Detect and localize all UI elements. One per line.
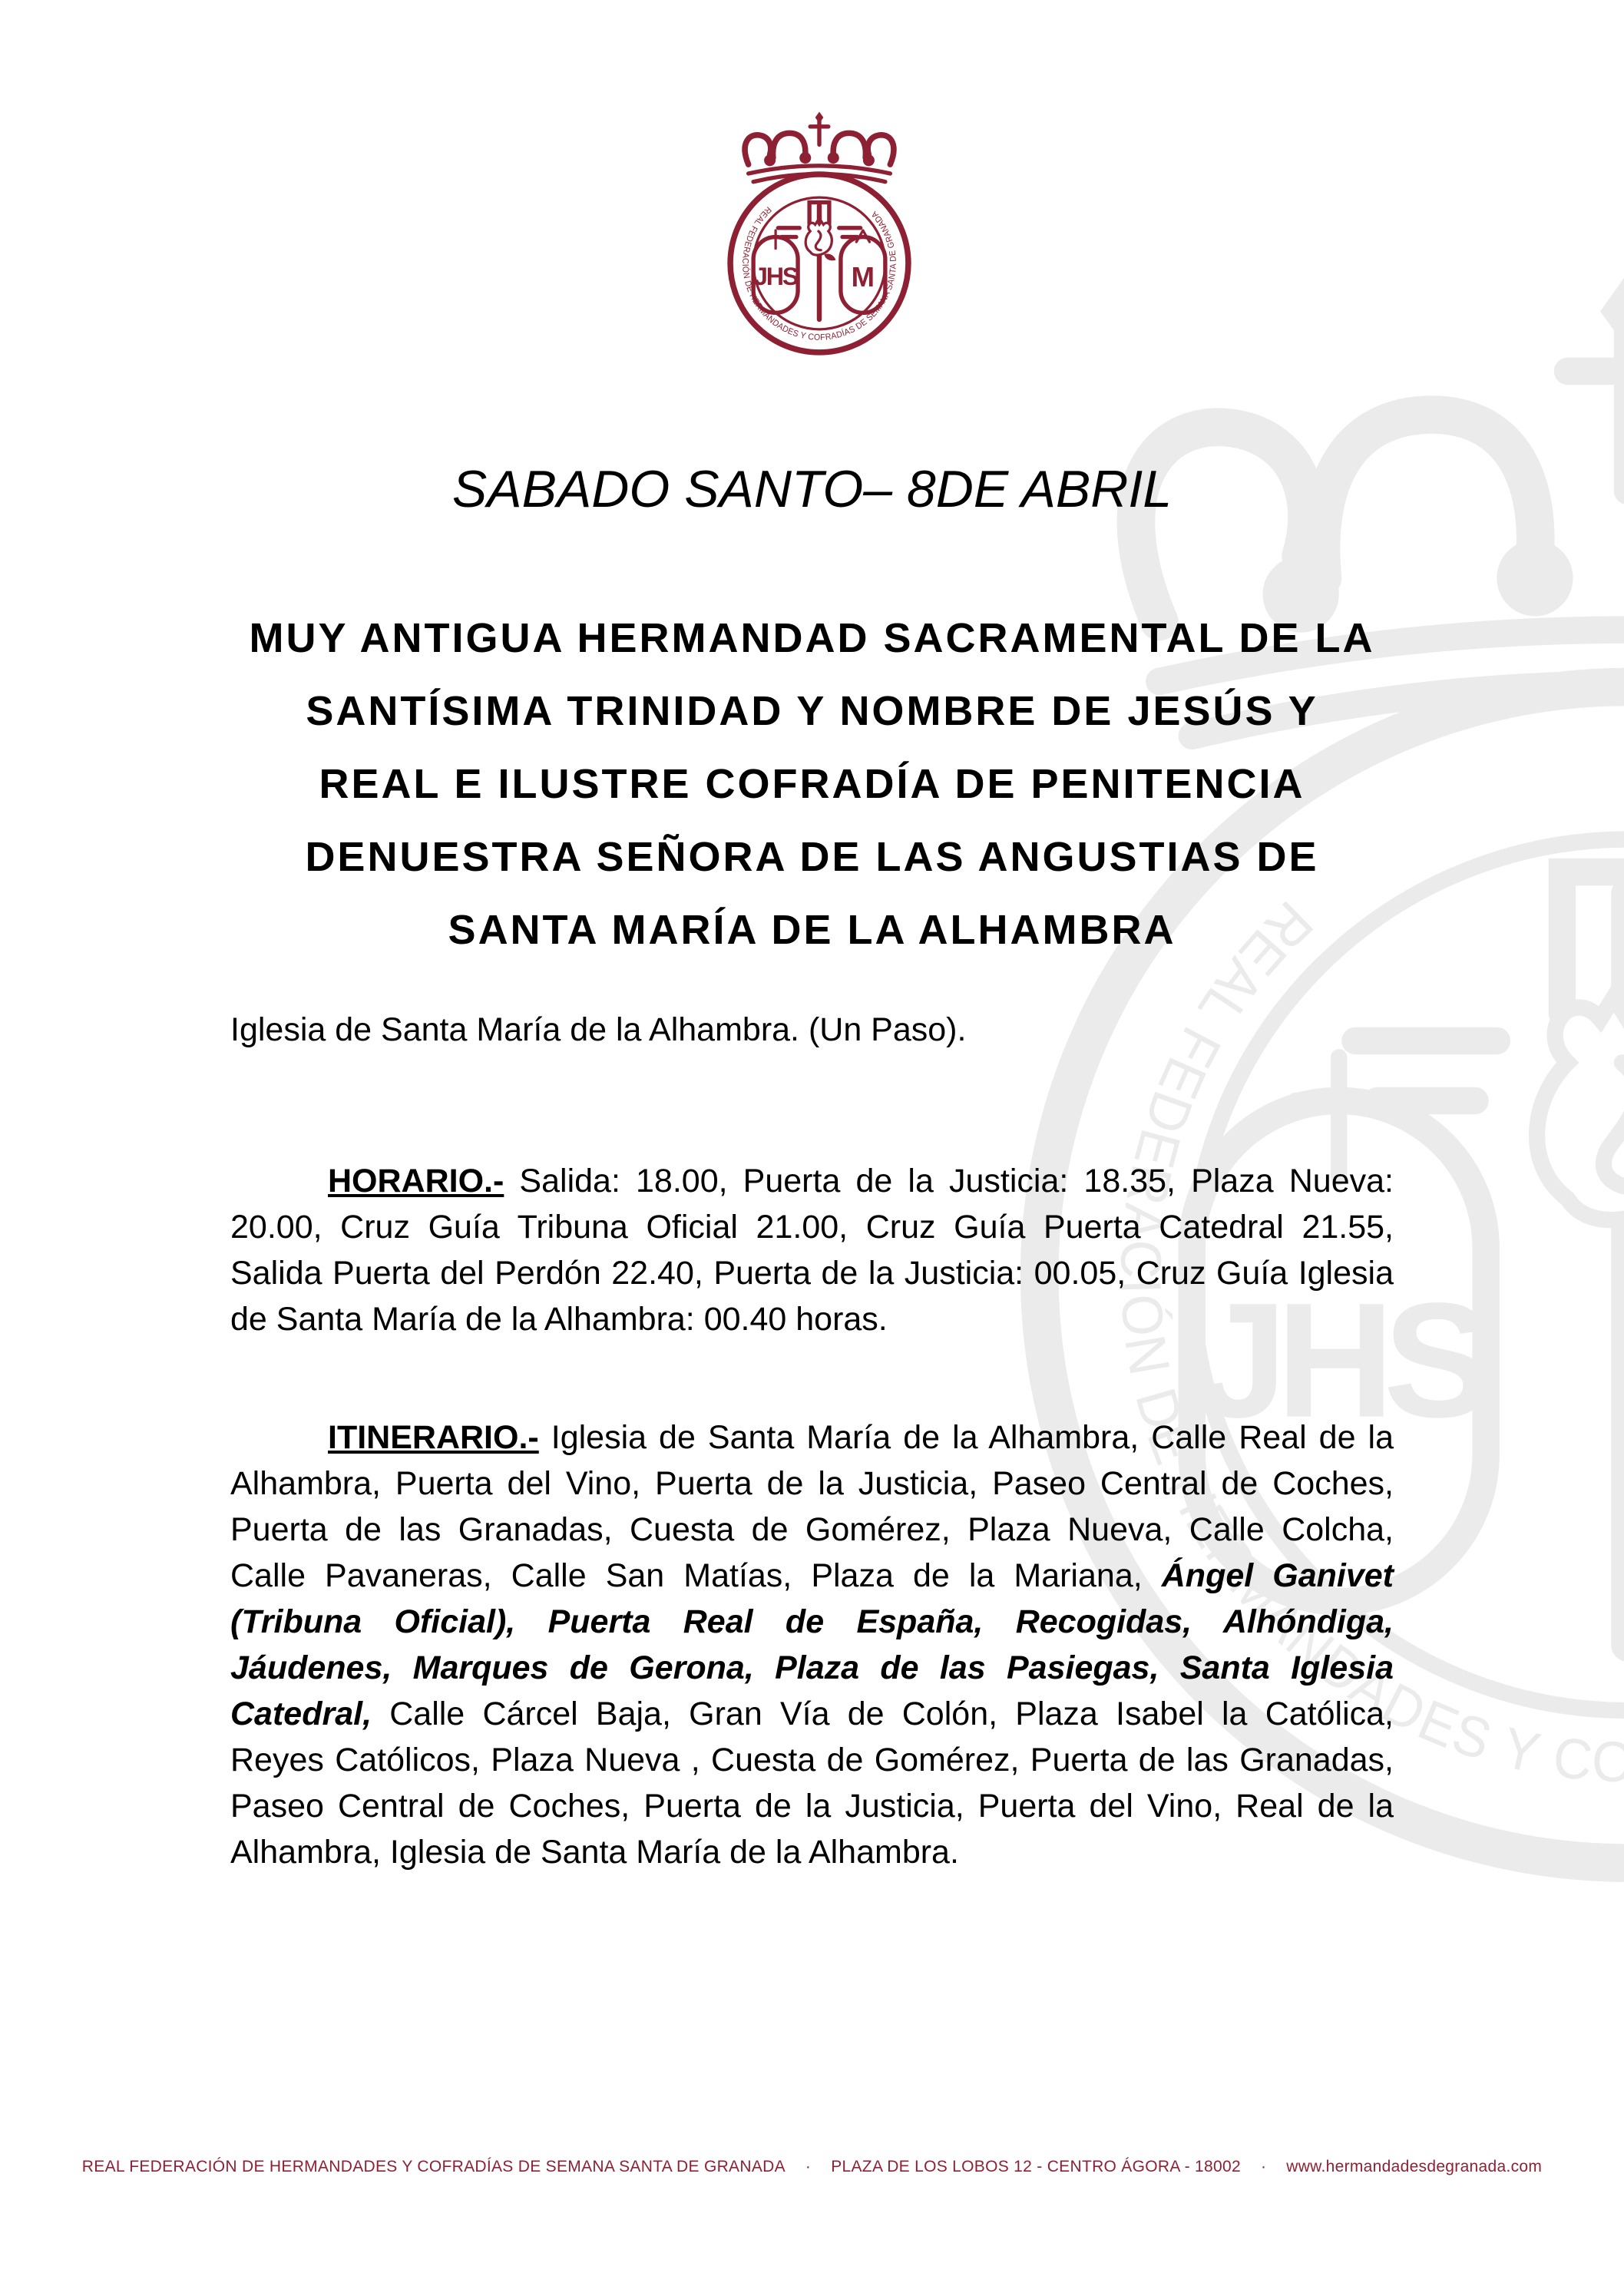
footer-website: www.hermandadesdegranada.com: [1286, 2158, 1543, 2175]
footer: [0, 2158, 1624, 2176]
federation-crest-logo: [696, 107, 943, 387]
itinerario-paragraph: [230, 1414, 1394, 1875]
heading-line: SANTÍSIMA TRINIDAD Y NOMBRE DE JESÚS Y: [306, 688, 1318, 734]
church-line: Iglesia de Santa María de la Alhambra. (Un Paso).: [230, 1011, 967, 1048]
brotherhood-heading: [230, 602, 1394, 967]
horario-label: HORARIO.-: [328, 1163, 504, 1199]
footer-separator: ·: [1260, 2158, 1267, 2175]
heading-line: SANTA MARÍA DE LA ALHAMBRA: [448, 907, 1176, 953]
itinerario-highlight: Ángel Ganivet (Tribuna Oficial), Puerta Real de España, Recogidas, Alhóndiga, Jáudenes, Marques de Gerona, Plaza de las Pasiegas, Santa Iglesia Catedral,: [230, 1557, 1394, 1732]
horario-paragraph: [230, 1158, 1394, 1342]
itinerario-text-after: Calle Cárcel Baja, Gran Vía de Colón, Plaza Isabel la Católica, Reyes Católicos, Plaza Nueva , Cuesta de Gomérez, Puerta de las Granadas, Paseo Central de Coches, Puerta de la Justicia, Puerta del Vino, Real de la Alhambra, Iglesia de Santa María de la Alhambra.: [230, 1696, 1394, 1871]
heading-line: MUY ANTIGUA HERMANDAD SACRAMENTAL DE LA: [249, 615, 1375, 661]
footer-separator: ·: [805, 2158, 812, 2175]
horario-text: Salida: 18.00, Puerta de la Justicia: 18.35, Plaza Nueva: 20.00, Cruz Guía Tribuna Oficial 21.00, Cruz Guía Puerta Catedral 21.55, Salida Puerta del Perdón 22.40, Puerta de la Justicia: 00.05, Cruz Guía Iglesia de Santa María de la Alhambra: 00.40 horas.: [230, 1163, 1394, 1338]
footer-address: PLAZA DE LOS LOBOS 12 - CENTRO ÁGORA - 18002: [831, 2158, 1241, 2175]
itinerario-text-before: Iglesia de Santa María de la Alhambra, Calle Real de la Alhambra, Puerta del Vino, Puerta de la Justicia, Paseo Central de Coches, Puerta de las Granadas, Cuesta de Gomérez, Plaza Nueva, Calle Colcha, Calle Pavaneras, Calle San Matías, Plaza de la Mariana,: [230, 1419, 1394, 1594]
footer-federation: REAL FEDERACIÓN DE HERMANDADES Y COFRADÍAS DE SEMANA SANTA DE GRANADA: [81, 2158, 786, 2175]
itinerario-label: ITINERARIO.-: [328, 1419, 539, 1456]
heading-line: REAL E ILUSTRE COFRADÍA DE PENITENCIA: [319, 761, 1305, 807]
heading-line: DENUESTRA SEÑORA DE LAS ANGUSTIAS DE: [305, 834, 1319, 880]
page-title: SABADO SANTO– 8DE ABRIL: [451, 460, 1173, 518]
